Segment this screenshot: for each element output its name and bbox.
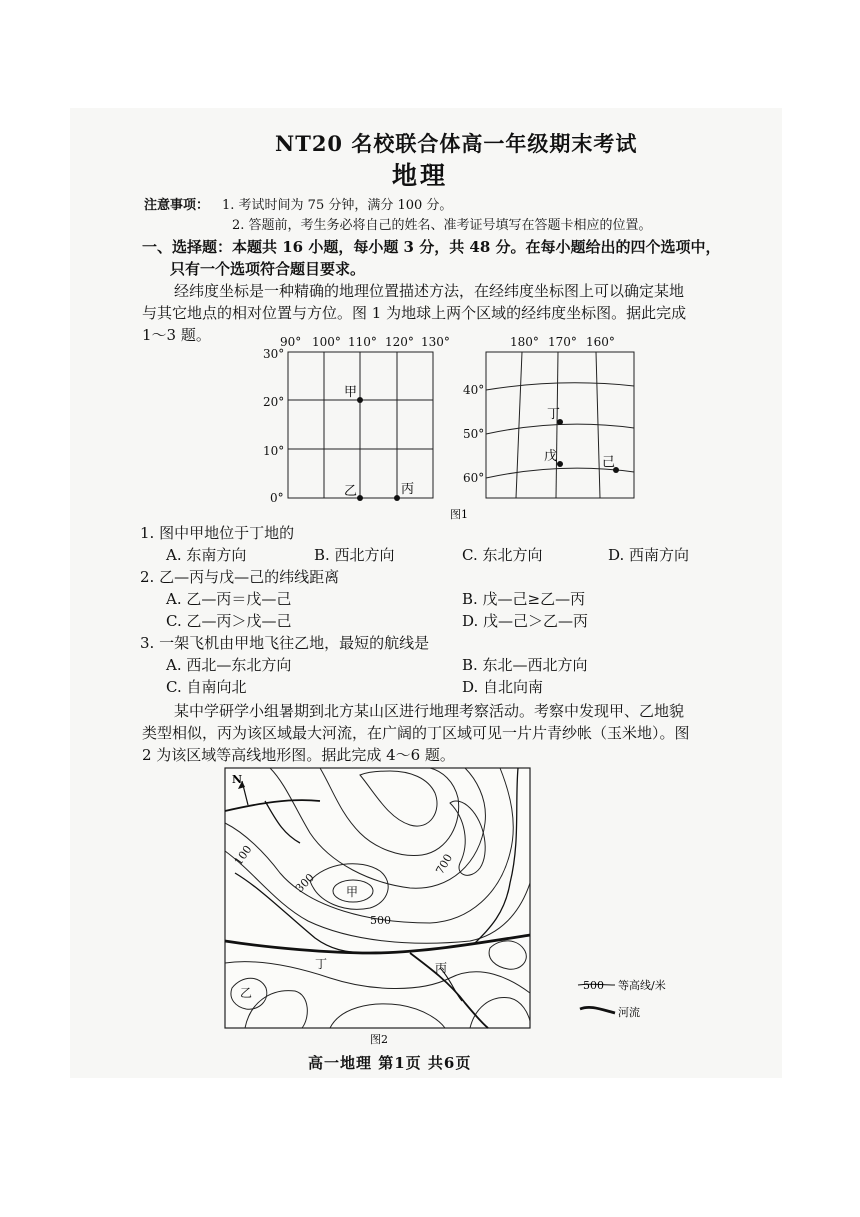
section-heading-line1: 一、选择题：本题共 16 小题，每小题 3 分，共 48 分。在每小题给出的四个选项中， [142,238,721,256]
lat-label-20: 20° [263,395,285,409]
point-ji-label: 己 [602,455,616,470]
point-wu [557,461,563,467]
lon-label-100: 100° [312,335,341,349]
q2-stem: 2. 乙—丙与戊—己的纬线距离 [140,568,340,586]
lat-label-30: 30° [263,347,285,361]
q2-option-a: A. 乙—丙＝戊—己 [166,590,292,608]
legend-contour-label: 等高线/米 [618,979,666,992]
q2-option-c: C. 乙—丙＞戊—己 [166,612,292,630]
lat-label-50: 50° [463,427,485,441]
q1-option-c: C. 东北方向 [462,546,543,564]
q3-option-a: A. 西北—东北方向 [166,656,292,674]
point-bing-label: 丙 [401,482,415,497]
place-bing: 丙 [435,961,448,975]
point-wu-label: 戊 [544,449,558,464]
q1-option-b: B. 西北方向 [314,546,395,564]
intro2-line1: 某中学研学小组暑期到北方某山区进行地理考察活动。考察中发现甲、乙地貌 [174,702,685,720]
q3-option-d: D. 自北向南 [462,678,544,696]
note-item-2: 2. 答题前，考生务必将自己的姓名、准考证号填写在答题卡相应的位置。 [232,218,652,233]
q3-option-c: C. 自南向北 [166,678,247,696]
figure2-legend [578,978,666,1019]
q1-option-a: A. 东南方向 [166,546,247,564]
q2-option-d: D. 戊—己＞乙—丙 [462,612,589,630]
notes-label: 注意事项： [144,198,210,213]
point-jia-label: 甲 [344,385,358,400]
section-heading-line2: 只有一个选项符合题目要求。 [170,260,366,278]
intro1-line2: 与其它地点的相对位置与方位。图 1 为地球上两个区域的经纬度坐标图。据此完成 [142,304,687,322]
point-jia [357,397,363,403]
contour-label-100: 100 [231,843,255,868]
q1-stem: 1. 图中甲地位于丁地的 [140,524,295,542]
note-item-1: 1. 考试时间为 75 分钟，满分 100 分。 [222,198,453,213]
lat-label-0: 0° [270,491,284,505]
place-yi: 乙 [240,986,253,1000]
contour-label-300: 300 [292,871,317,896]
q1-option-d: D. 西南方向 [608,546,690,564]
q3-option-b: B. 东北—西北方向 [462,656,588,674]
place-jia: 甲 [346,885,359,899]
contour-label-500: 500 [370,914,391,927]
intro2-line2: 类型相似，丙为该区域最大河流，在广阔的丁区域可见一片片青纱帐（玉米地）。图 [142,724,690,742]
lon-label-90: 90° [280,335,302,349]
point-yi-label: 乙 [344,484,358,499]
q2-option-b: B. 戊—己≥乙—丙 [462,590,586,608]
legend-contour-value: 500 [583,979,604,992]
north-label: N [232,773,243,786]
point-ding-label: 丁 [547,407,561,422]
legend-river-label: 河流 [618,1006,640,1019]
intro1-line3: 1～3 题。 [142,326,211,344]
lat-label-40: 40° [463,383,485,397]
lat-label-10: 10° [263,444,285,458]
page-footer: 高一地理 第1页 共6页 [308,1054,472,1072]
figure2 [70,763,782,1048]
exam-title: NT20 名校联合体高一年级期末考试 [275,131,638,156]
contour-map-frame [225,768,530,1028]
lon-label-160: 160° [586,335,615,349]
point-bing [394,495,400,501]
lon-label-110: 110° [348,335,377,349]
contour-label-700: 700 [433,851,456,877]
figure1 [70,330,782,525]
intro2-line3: 2 为该区域等高线地形图。据此完成 4～6 题。 [142,746,455,764]
exam-page [70,108,782,1078]
lat-label-60: 60° [463,471,485,485]
place-ding: 丁 [315,957,328,971]
lon-label-180: 180° [510,335,539,349]
intro1-line1: 经纬度坐标是一种精确的地理位置描述方法，在经纬度坐标图上可以确定某地 [174,282,685,300]
subject-title: 地理 [392,161,449,190]
q3-stem: 3. 一架飞机由甲地飞往乙地，最短的航线是 [140,634,430,652]
point-yi [357,495,363,501]
figure1-left-grid [288,352,433,498]
figure2-caption: 图2 [370,1033,388,1046]
lon-label-120: 120° [385,335,414,349]
lon-label-130: 130° [421,335,450,349]
figure1-caption: 图1 [450,508,468,521]
lon-label-170: 170° [548,335,577,349]
